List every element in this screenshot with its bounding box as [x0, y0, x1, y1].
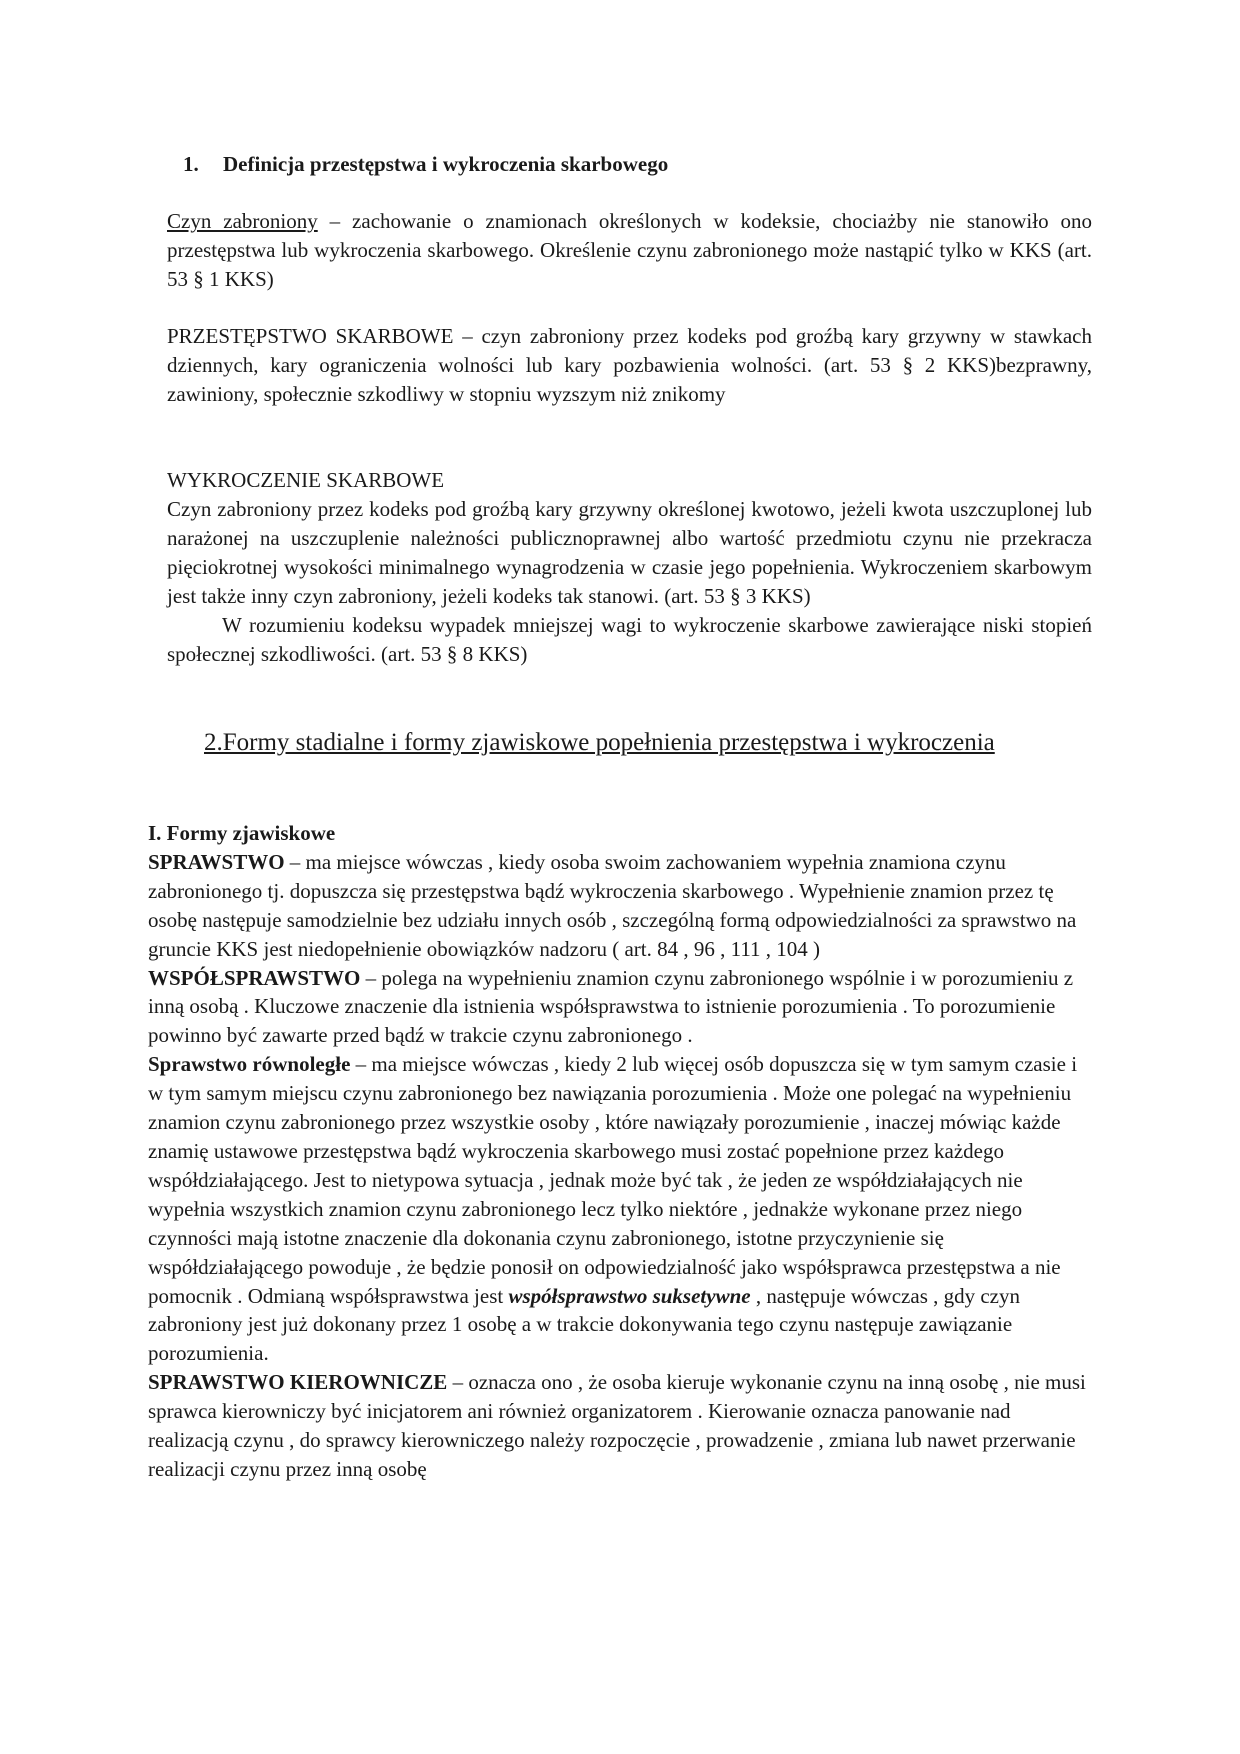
formy-zjawiskowe-title: I. Formy zjawiskowe — [148, 821, 336, 845]
wykroczenie-block — [167, 466, 1092, 669]
sprawstwo-rownolegle-term: Sprawstwo równoległe — [148, 1052, 351, 1077]
wykroczenie-text: Czyn zabroniony przez kodeks pod groźbą kary grzywny określonej kwotowo, jeżeli kwota uszczuplonej lub narażonej na uszczuplenie należności publicznoprawnej albo wartość przedmiotu czynu nie przekracza pięciokrotnej wysokości minimalnego wynagrodzenia w czasie jego popełnienia. Wykroczeniem skarbowym jest także inny czyn zabroniony, jeżeli kodeks tak stanowi. (art. 53 § 3 KKS) — [167, 497, 1092, 608]
sprawstwo-paragraph — [148, 848, 1092, 964]
przestepstwo-text: PRZESTĘPSTWO SKARBOWE – czyn zabroniony przez kodeks pod groźbą kary grzywny w stawkach dziennych, kary ograniczenia wolności lub kary pozbawienia wolności. (art. 53 § 2 KKS)bezprawny, zawiniony, społecznie szkodliwy w stopniu wyzszym niż znikomy — [167, 324, 1092, 406]
czyn-zabroniony-text: – zachowanie o znamionach określonych w kodeksie, chociażby nie stanowiło ono przestępstwa lub wykroczenia skarbowego. Określenie czynu zabronionego może nastąpić tylko w KKS (art. 53 § 1 KKS) — [167, 209, 1092, 291]
section-1-title: Definicja przestępstwa i wykroczenia skarbowego — [223, 152, 669, 176]
sprawstwo-kierownicze-term: SPRAWSTWO KIEROWNICZE — [148, 1370, 448, 1395]
section-1-number: 1. — [183, 152, 199, 176]
czyn-zabroniony-term: Czyn zabroniony — [167, 209, 318, 233]
wspolsprawstwo-paragraph — [148, 964, 1092, 1051]
sprawstwo-rownolegle-text: – ma miejsce wówczas , kiedy 2 lub więcej osób dopuszcza się w tym samym czasie i w tym samym miejscu czynu zabronionego bez nawiązania porozumienia . Może one polegać na wypełnieniu znamion czynu zabronionego przez wszystkie osoby , które nawiązały porozumienie , inaczej mówiąc każde znamię ustawowe przestępstwa bądź wykroczenia skarbowego musi zostać popełnione przez każdego współdziałającego. Jest to nietypowa sytuacja , jednak może być tak , że jeden ze współdziałających nie wypełnia wszystkich znamion czynu zabronionego lecz tylko niektóre , jednakże wykonane przez niego czynności mają istotne znaczenie dla dokonania czynu zabronionego, istotne przyczynienie się współdziałającego powoduje , że będzie ponosił on odpowiedzialność jako współsprawca przestępstwa a nie pomocnik . Odmianą współsprawstwa jest — [148, 1052, 1078, 1308]
wspolsprawstwo-text: – polega na wypełnieniu znamion czynu zabronionego wspólnie i w porozumieniu z inną osobą . Kluczowe znaczenie dla istnienia współsprawstwa to istnienie porozumienia . To porozumienie powinno być zawarte przed bądź w trakcie czynu zabronionego . — [148, 965, 1074, 1048]
wspolsprawstwo-term: WSPÓŁSPRAWSTWO — [148, 965, 361, 990]
formy-zjawiskowe-section — [148, 819, 1092, 1484]
wspolsprawstwo-suksetywne-term: współsprawstwo suksetywne — [508, 1283, 751, 1308]
sprawstwo-text: – ma miejsce wówczas , kiedy osoba swoim zachowaniem wypełnia znamiona czynu zabronionego tj. dopuszcza się przestępstwa bądź wykroczenia skarbowego . Wypełnienie znamion przez tę osobę następuje samodzielnie bez udziału innych osób , szczególną formą odpowiedzialności za sprawstwo na gruncie KKS jest niedopełnienie obowiązków nadzoru ( art. 84 , 96 , 111 , 104 ) — [148, 849, 1077, 961]
sprawstwo-term: SPRAWSTWO — [148, 849, 285, 874]
wspolsprawstwo-suksetywne-text: , następuje wówczas , gdy czyn zabroniony jest już dokonany przez 1 osobę a w trakcie dokonywania tego czynu następuje zawiązanie porozumienia. — [148, 1283, 1021, 1366]
sprawstwo-kierownicze-paragraph — [148, 1368, 1092, 1484]
przestepstwo-paragraph — [167, 322, 1092, 409]
wykroczenie-text-2: W rozumieniu kodeksu wypadek mniejszej wagi to wykroczenie skarbowe zawierające niski stopień społecznej szkodliwości. (art. 53 § 8 KKS) — [167, 613, 1092, 666]
section-2-heading: 2.Formy stadialne i formy zjawiskowe popełnienia przestępstwa i wykroczenia — [204, 729, 995, 756]
sprawstwo-rownolegle-paragraph — [148, 1050, 1092, 1368]
wykroczenie-title: WYKROCZENIE SKARBOWE — [167, 468, 445, 492]
section-1-heading — [183, 150, 668, 178]
czyn-zabroniony-paragraph — [167, 207, 1092, 294]
sprawstwo-kierownicze-text: – oznacza ono , że osoba kieruje wykonanie czynu na inną osobę , nie musi sprawca kierowniczy być inicjatorem ani również organizatorem . Kierowanie oznacza panowanie nad realizacją czynu , do sprawcy kierowniczego należy rozpoczęcie , prowadzenie , zmiana lub nawet przerwanie realizacji czynu przez inną osobę — [148, 1370, 1086, 1481]
